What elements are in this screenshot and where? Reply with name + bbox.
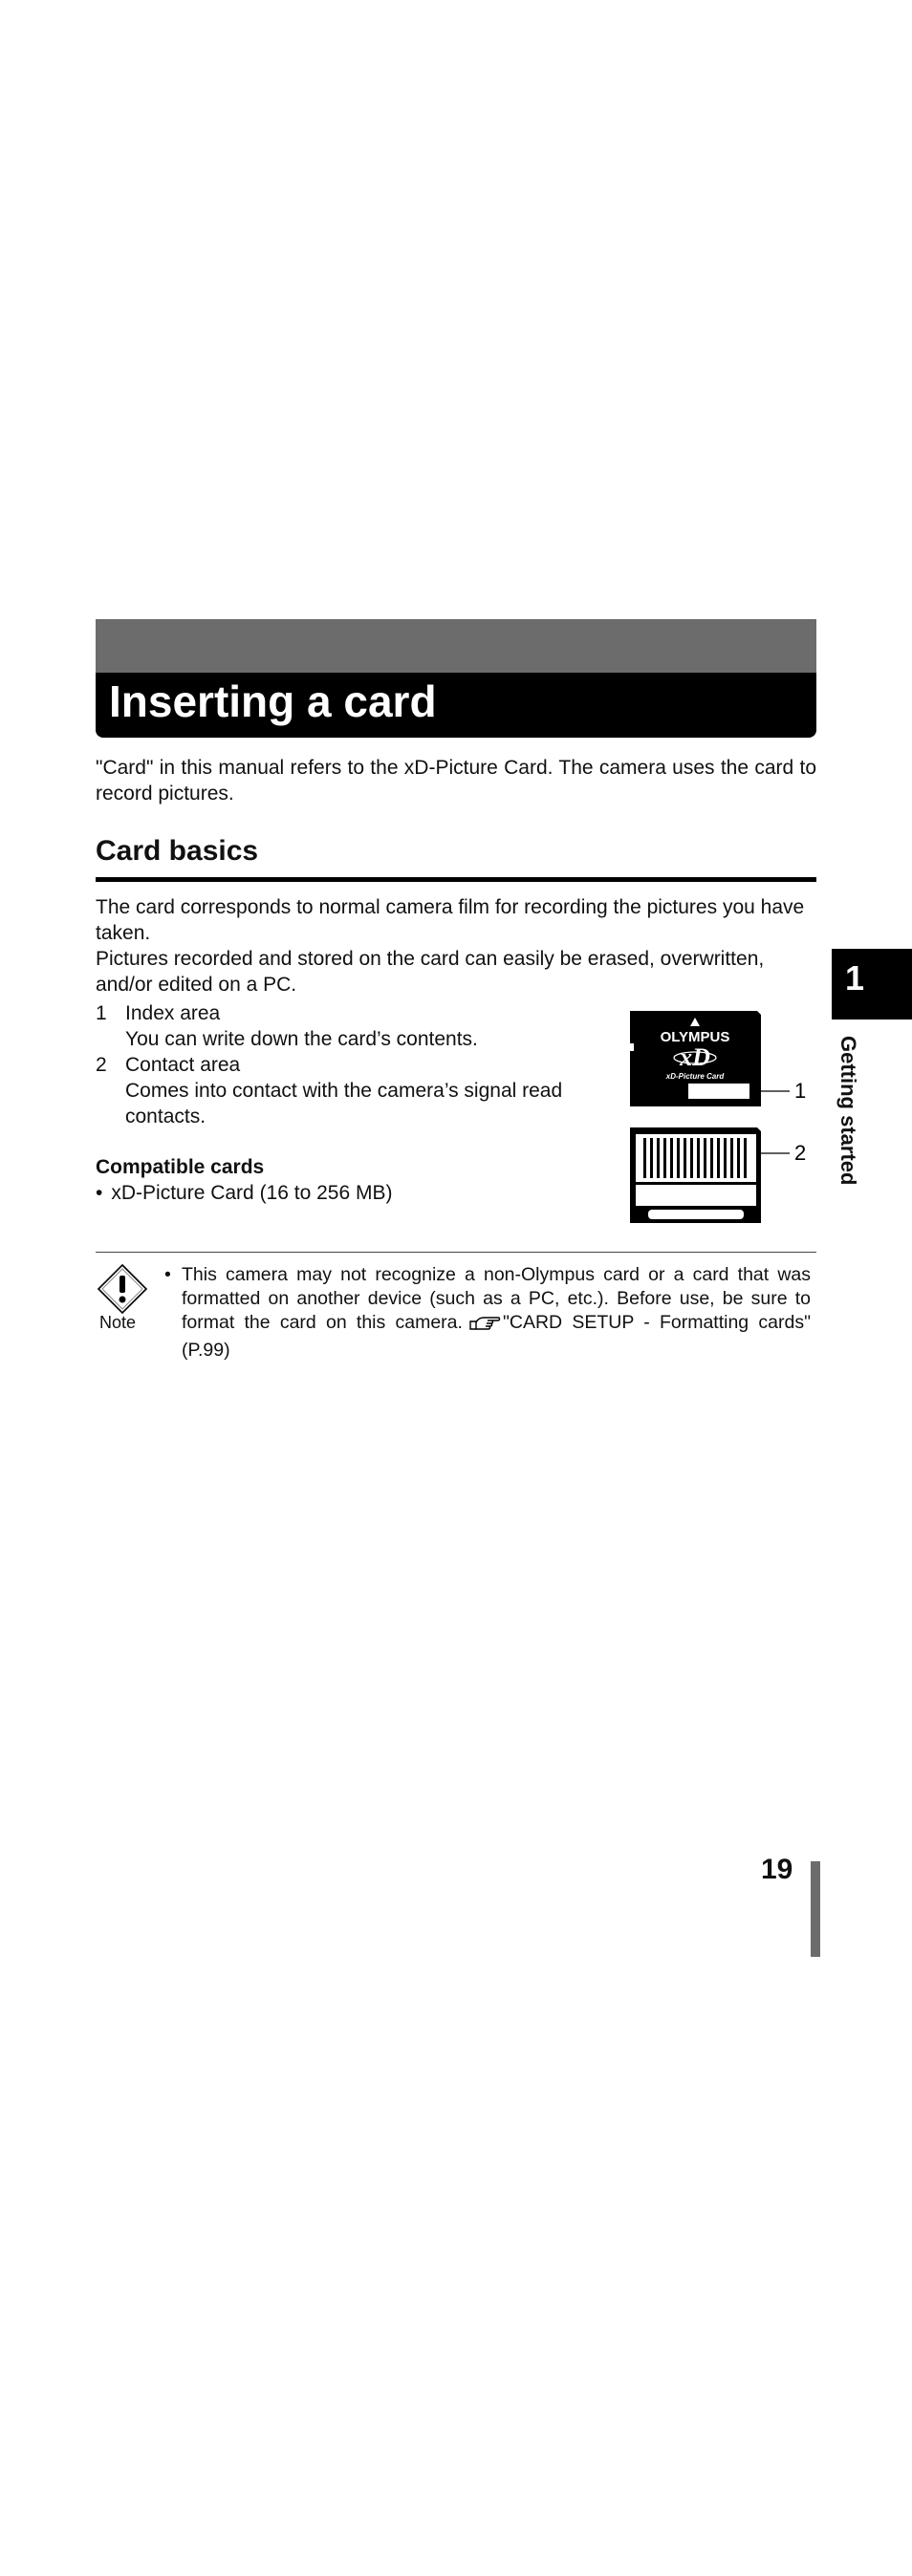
note-label: Note bbox=[99, 1313, 137, 1332]
page-number: 19 bbox=[761, 1854, 793, 1885]
compatible-cards-heading: Compatible cards bbox=[96, 1156, 265, 1178]
page-number-bar bbox=[811, 1861, 820, 1957]
index-area bbox=[688, 1084, 749, 1099]
compatible-card-item bbox=[96, 1182, 392, 1205]
note-text bbox=[164, 1263, 811, 1363]
chapter-label: Getting started bbox=[836, 1036, 860, 1186]
list-item-label: Index area bbox=[125, 1002, 221, 1024]
card-back bbox=[630, 1127, 790, 1223]
list-item-label: Contact area bbox=[125, 1054, 241, 1076]
list-item-number: 1 bbox=[96, 1002, 107, 1024]
callout-label-2: 2 bbox=[794, 1141, 807, 1165]
section-heading: Card basics bbox=[96, 835, 259, 867]
note-bullet: • bbox=[164, 1264, 171, 1285]
list-item-description: You can write down the card’s contents. bbox=[125, 1028, 478, 1050]
note-body: This camera may not recognize a non-Olympus card or a card that was formatted on another device (such as a PC, etc.). Before use, be sure to format the card on this camera. bbox=[182, 1264, 811, 1333]
list-item-index-area bbox=[96, 1000, 631, 1052]
note-divider bbox=[96, 1252, 816, 1253]
card-name-text: xD-Picture Card bbox=[665, 1072, 725, 1081]
list-item-contact-area bbox=[96, 1052, 631, 1129]
note-reference: "CARD SETUP - Formatting cards" (P.99) bbox=[182, 1312, 811, 1361]
card-brand-text: OLYMPUS bbox=[660, 1029, 730, 1045]
card-logo-text: xD bbox=[680, 1043, 710, 1071]
section-rule bbox=[96, 877, 816, 882]
bullet: • bbox=[96, 1182, 103, 1204]
card-front bbox=[630, 1011, 790, 1106]
body-paragraph-1: The card corresponds to normal camera film for recording the pictures you have taken. bbox=[96, 896, 805, 944]
chapter-tab bbox=[832, 949, 912, 1020]
page-title: Inserting a card bbox=[109, 676, 437, 726]
xd-card-drawing bbox=[621, 1003, 813, 1242]
pointing-hand-icon bbox=[468, 1313, 501, 1339]
body-paragraph-2: Pictures recorded and stored on the card can easily be erased, overwritten, and/or edited on a PC. bbox=[96, 948, 765, 996]
list-item-number: 2 bbox=[96, 1054, 107, 1076]
intro-paragraph: "Card" in this manual refers to the xD-Picture Card. The camera uses the card to record pictures. bbox=[96, 757, 816, 805]
title-banner-gray-strip bbox=[96, 619, 816, 673]
warning-diamond-icon bbox=[97, 1263, 148, 1315]
chapter-number: 1 bbox=[845, 958, 865, 998]
list-item-description: Comes into contact with the camera’s signal read contacts. bbox=[125, 1080, 563, 1127]
callout-label-1: 1 bbox=[794, 1079, 807, 1103]
xd-card-illustration bbox=[621, 1003, 813, 1242]
title-banner bbox=[96, 619, 816, 738]
compatible-card-text: xD-Picture Card (16 to 256 MB) bbox=[111, 1182, 393, 1204]
